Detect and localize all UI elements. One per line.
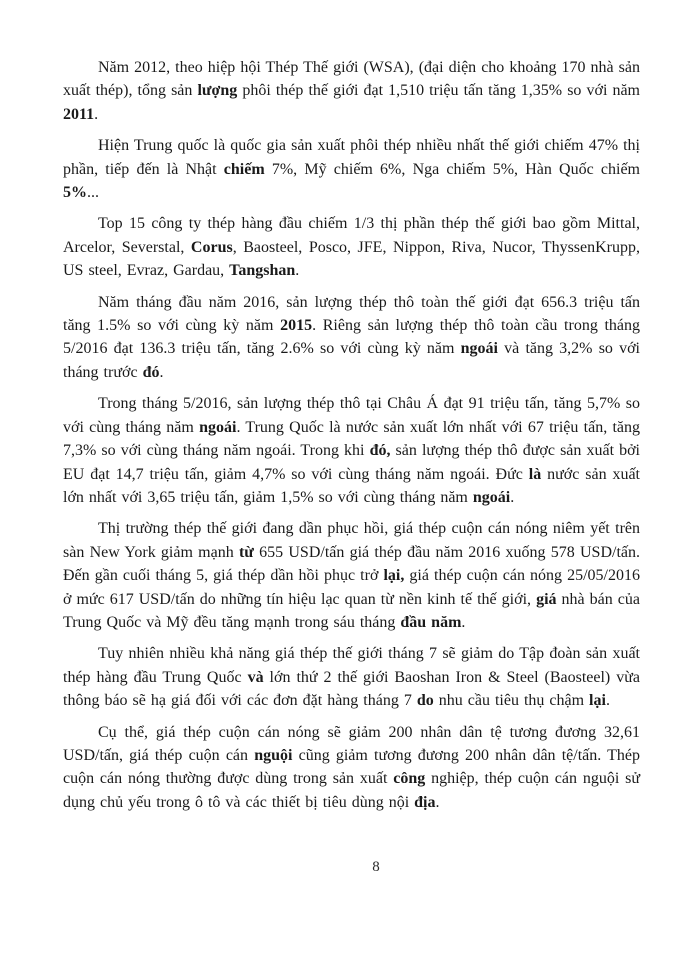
text-run: cũng giảm tương đương 200 nhân dân tệ/tấn. Thép cuộn cán nóng thường được dùng trong sản xuất xyxy=(63,746,640,788)
page-number: 8 xyxy=(372,859,380,875)
paragraph xyxy=(63,392,640,509)
paragraph xyxy=(63,291,640,385)
paragraph xyxy=(63,721,640,815)
text-run: 7%, Mỹ chiếm 6%, Nga chiếm 5%, Hàn Quốc chiếm xyxy=(264,160,640,178)
text-run: Năm tháng đầu năm 2016, sản lượng thép thô toàn thế giới đạt 656.3 triệu tấn tăng 1.5% so với cùng kỳ năm xyxy=(63,293,640,335)
text-run: phôi thép thế giới đạt 1,510 triệu tấn tăng 1,35% so với năm xyxy=(237,82,641,100)
text-run: . xyxy=(510,488,515,506)
text-run: Trong tháng 5/2016, sản lượng thép thô tại Châu Á đạt 91 triệu tấn, tăng 5,7% so với cùng tháng năm xyxy=(63,395,640,436)
text-run: nghiệp, thép cuộn cán nguội sử dụng chủ yếu trong ô tô và các thiết bị tiêu dùng nội xyxy=(63,770,641,811)
bold-text-run: đó, xyxy=(369,442,391,460)
bold-text-run: 5% xyxy=(63,184,87,202)
text-run: . xyxy=(435,793,440,811)
text-run: sản lượng thép thô được sản xuất bởi EU đạt 14,7 triệu tấn, giảm 4,7% so với cùng tháng năm ngoái. Đức xyxy=(63,442,640,483)
bold-text-run: lượng xyxy=(197,82,238,100)
text-run: Hiện Trung quốc là quốc gia sản xuất phôi thép nhiều nhất thế giới chiếm 47% thị phần, tiếp đến là Nhật xyxy=(63,137,640,178)
text-run: 655 USD/tấn giá thép đầu năm 2016 xuống 578 USD/tấn. Đến gần cuối tháng 5, giá thép dần hồi phục trở xyxy=(63,543,640,585)
paragraph xyxy=(63,517,640,634)
paragraph xyxy=(63,212,640,282)
bold-text-run: do xyxy=(416,692,434,710)
text-run: . Trung Quốc là nước sản xuất lớn nhất với 67 triệu tấn, tăng 7,3% so với cùng tháng năm ngoái. Trong khi xyxy=(63,418,640,460)
paragraph xyxy=(63,56,640,126)
bold-text-run: nguội xyxy=(254,746,293,764)
paragraph xyxy=(63,642,640,712)
bold-text-run: đầu năm xyxy=(400,613,462,631)
bold-text-run: chiếm xyxy=(223,160,265,178)
bold-text-run: ngoái xyxy=(199,418,237,436)
bold-text-run: lại, xyxy=(383,567,405,585)
bold-text-run: 2015 xyxy=(280,317,313,335)
bold-text-run: và xyxy=(247,668,264,686)
bold-text-run: Tangshan xyxy=(229,262,296,280)
bold-text-run: là xyxy=(528,465,542,483)
text-run: . xyxy=(94,105,99,123)
text-run: nhu cầu tiêu thụ chậm xyxy=(433,692,590,710)
page-footer xyxy=(26,858,700,876)
bold-text-run: ngoái xyxy=(460,340,498,358)
paragraph xyxy=(63,134,640,204)
text-run: nước sản xuất lớn nhất với 3,65 triệu tấn, giảm 1,5% so với cùng tháng năm xyxy=(63,465,641,506)
bold-text-run: địa xyxy=(414,793,436,811)
bold-text-run: đó xyxy=(142,363,160,381)
bold-text-run: 2011 xyxy=(63,105,95,123)
text-run: Top 15 công ty thép hàng đầu chiếm 1/3 thị phần thép thế giới bao gồm Mittal, Arcelor, Severstal, xyxy=(63,215,640,256)
bold-text-run: lại xyxy=(589,692,606,710)
text-run: và tăng 3,2% so với tháng trước xyxy=(63,340,641,381)
text-run: ... xyxy=(87,184,99,202)
bold-text-run: Corus xyxy=(190,238,233,256)
text-run: . xyxy=(605,692,610,710)
text-run: nhà bán của Trung Quốc và Mỹ đều tăng mạnh trong sáu tháng xyxy=(63,590,640,631)
text-run: Năm 2012, theo hiệp hội Thép Thế giới (WSA), (đại diện cho khoảng 170 nhà sản xuất thép), tổng sản xyxy=(63,59,640,100)
bold-text-run: từ xyxy=(238,543,254,561)
text-run: . Riêng sản lượng thép thô toàn cầu trong tháng 5/2016 đạt 136.3 triệu tấn, tăng 2.6% so với cùng kỳ năm xyxy=(63,317,641,358)
text-run: . xyxy=(159,363,164,381)
text-run: lớn thứ 2 thế giới Baoshan Iron & Steel (Baosteel) vừa thông báo sẽ hạ giá đối với các đơn đặt hàng tháng 7 xyxy=(63,668,641,710)
bold-text-run: giá xyxy=(536,590,557,608)
text-run: , Baosteel, Posco, JFE, Nippon, Riva, Nucor, ThyssenKrupp, US steel, Evraz, Gardau, xyxy=(63,238,640,280)
bold-text-run: ngoái xyxy=(472,488,511,506)
bold-text-run: công xyxy=(393,770,426,788)
text-run: . xyxy=(461,613,466,631)
document-body xyxy=(63,56,640,822)
text-run: Cụ thể, giá thép cuộn cán nóng sẽ giảm 200 nhân dân tệ tương đương 32,61 USD/tấn, giá thép cuộn cán xyxy=(63,723,640,764)
text-run: Thị trường thép thế giới đang dần phục hồi, giá thép cuộn cán nóng niêm yết trên sàn New York giảm mạnh xyxy=(63,520,640,561)
text-run: Tuy nhiên nhiều khả năng giá thép thế giới tháng 7 sẽ giảm do Tập đoàn sản xuất thép hàng đầu Trung Quốc xyxy=(63,645,640,686)
text-run: . xyxy=(295,262,300,280)
text-run: giá thép cuộn cán nóng 25/05/2016 ở mức 617 USD/tấn do những tín hiệu lạc quan từ nền kinh tế thế giới, xyxy=(63,567,640,608)
